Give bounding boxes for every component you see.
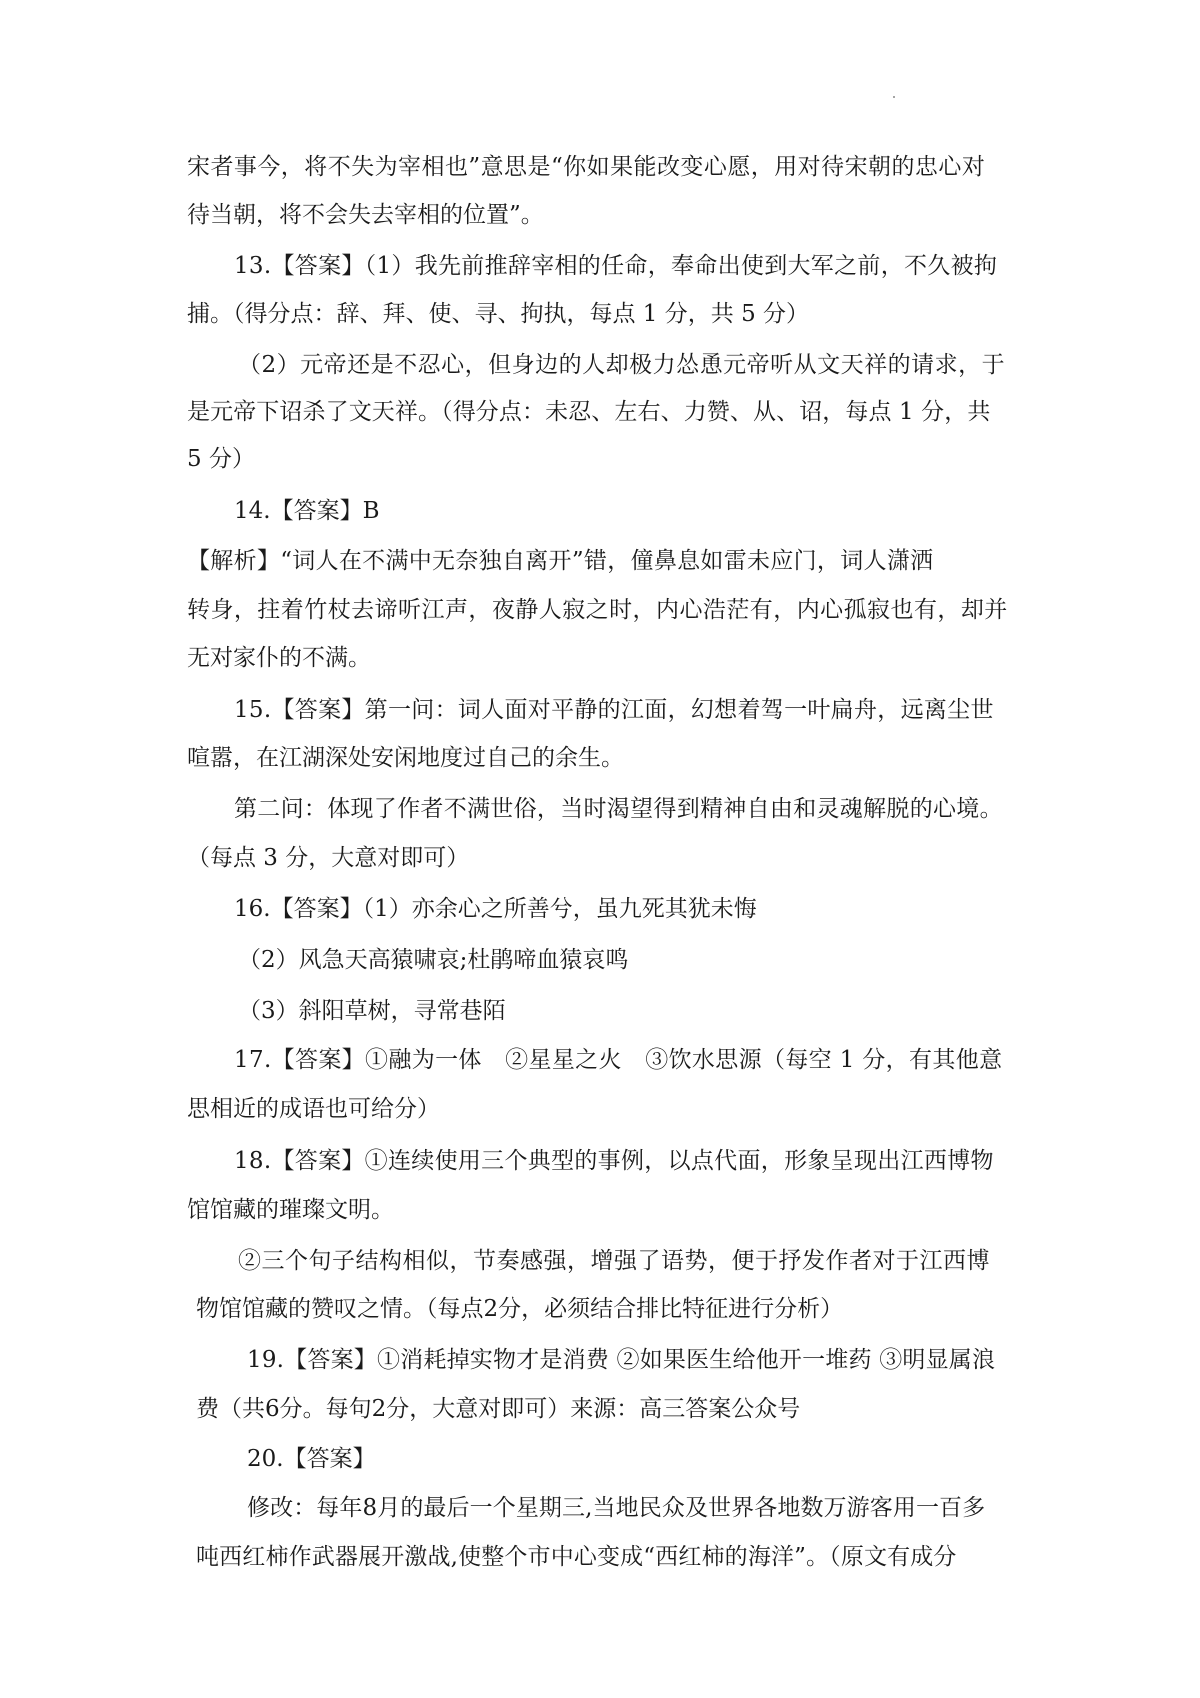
answer-18: 18.【答案】①连续使用三个典型的事例，以点代面，形象呈现出江西博物 (234, 1148, 994, 1174)
text-line: （3）斜阳草树，寻常巷陌 (238, 998, 506, 1024)
answer-14: 14.【答案】B (234, 498, 380, 524)
text-line: 捕。（得分点：辞、拜、使、寻、拘执，每点 1 分，共 5 分） (187, 301, 810, 327)
answer-19: 19.【答案】①消耗掉实物才是消费 ②如果医生给他开一堆药 ③明显属浪 (247, 1347, 996, 1373)
text-line: 喧嚣，在江湖深处安闲地度过自己的余生。 (187, 745, 624, 771)
text-line: （每点 3 分，大意对即可） (187, 845, 470, 871)
text-line: 待当朝，将不会失去宰相的位置”。 (187, 202, 544, 228)
answer-15: 15.【答案】第一问：词人面对平静的江面，幻想着驾一叶扁舟，远离尘世 (234, 697, 994, 723)
answer-20: 20.【答案】 (247, 1446, 376, 1472)
text-line: 吨西红柿作武器展开激战,使整个市中心变成“西红柿的海洋”。（原文有成分 (196, 1544, 957, 1570)
answer-16: 16.【答案】（1）亦余心之所善兮，虽九死其犹未悔 (234, 896, 757, 922)
text-line: ②三个句子结构相似，节奏感强，增强了语势，便于抒发作者对于江西博 (238, 1248, 990, 1274)
text-line: 思相近的成语也可给分） (187, 1096, 440, 1122)
text-line: 费（共6分。每句2分，大意对即可）来源：高三答案公众号 (196, 1396, 801, 1422)
text-line: 第二问：体现了作者不满世俗，当时渴望得到精神自由和灵魂解脱的心境。 (234, 796, 1003, 822)
page-mark-dot (893, 96, 895, 98)
text-line: 馆馆藏的璀璨文明。 (187, 1197, 394, 1223)
text-line: （2）风急天高猿啸哀;杜鹃啼血猿哀鸣 (238, 947, 629, 973)
text-line: 【解析】“词人在不满中无奈独自离开”错，僮鼻息如雷未应门，词人潇洒 (187, 548, 934, 574)
answer-17: 17.【答案】①融为一体 ②星星之火 ③饮水思源（每空 1 分，有其他意 (234, 1047, 1003, 1073)
text-line: 无对家仆的不满。 (187, 645, 371, 671)
text-line: 转身，拄着竹杖去谛听江声，夜静人寂之时，内心浩茫有，内心孤寂也有，却并 (187, 597, 1008, 623)
text-line: 修改：每年8月的最后一个星期三,当地民众及世界各地数万游客用一百多 (247, 1495, 986, 1521)
answer-13: 13.【答案】（1）我先前推辞宰相的任命，奉命出使到大军之前，不久被拘 (234, 253, 998, 279)
text-line: 物馆馆藏的赞叹之情。（每点2分，必须结合排比特征进行分析） (196, 1296, 844, 1322)
text-line: 宋者事今，将不失为宰相也”意思是“你如果能改变心愿，用对待宋朝的忠心对 (187, 154, 986, 180)
text-line: （2）元帝还是不忍心，但身边的人却极力怂恿元帝听从文天祥的请求，于 (238, 352, 1006, 378)
text-line: 是元帝下诏杀了文天祥。（得分点：未忍、左右、力赞、从、诏，每点 1 分，共 (187, 399, 991, 425)
text-line: 5 分） (187, 446, 255, 472)
